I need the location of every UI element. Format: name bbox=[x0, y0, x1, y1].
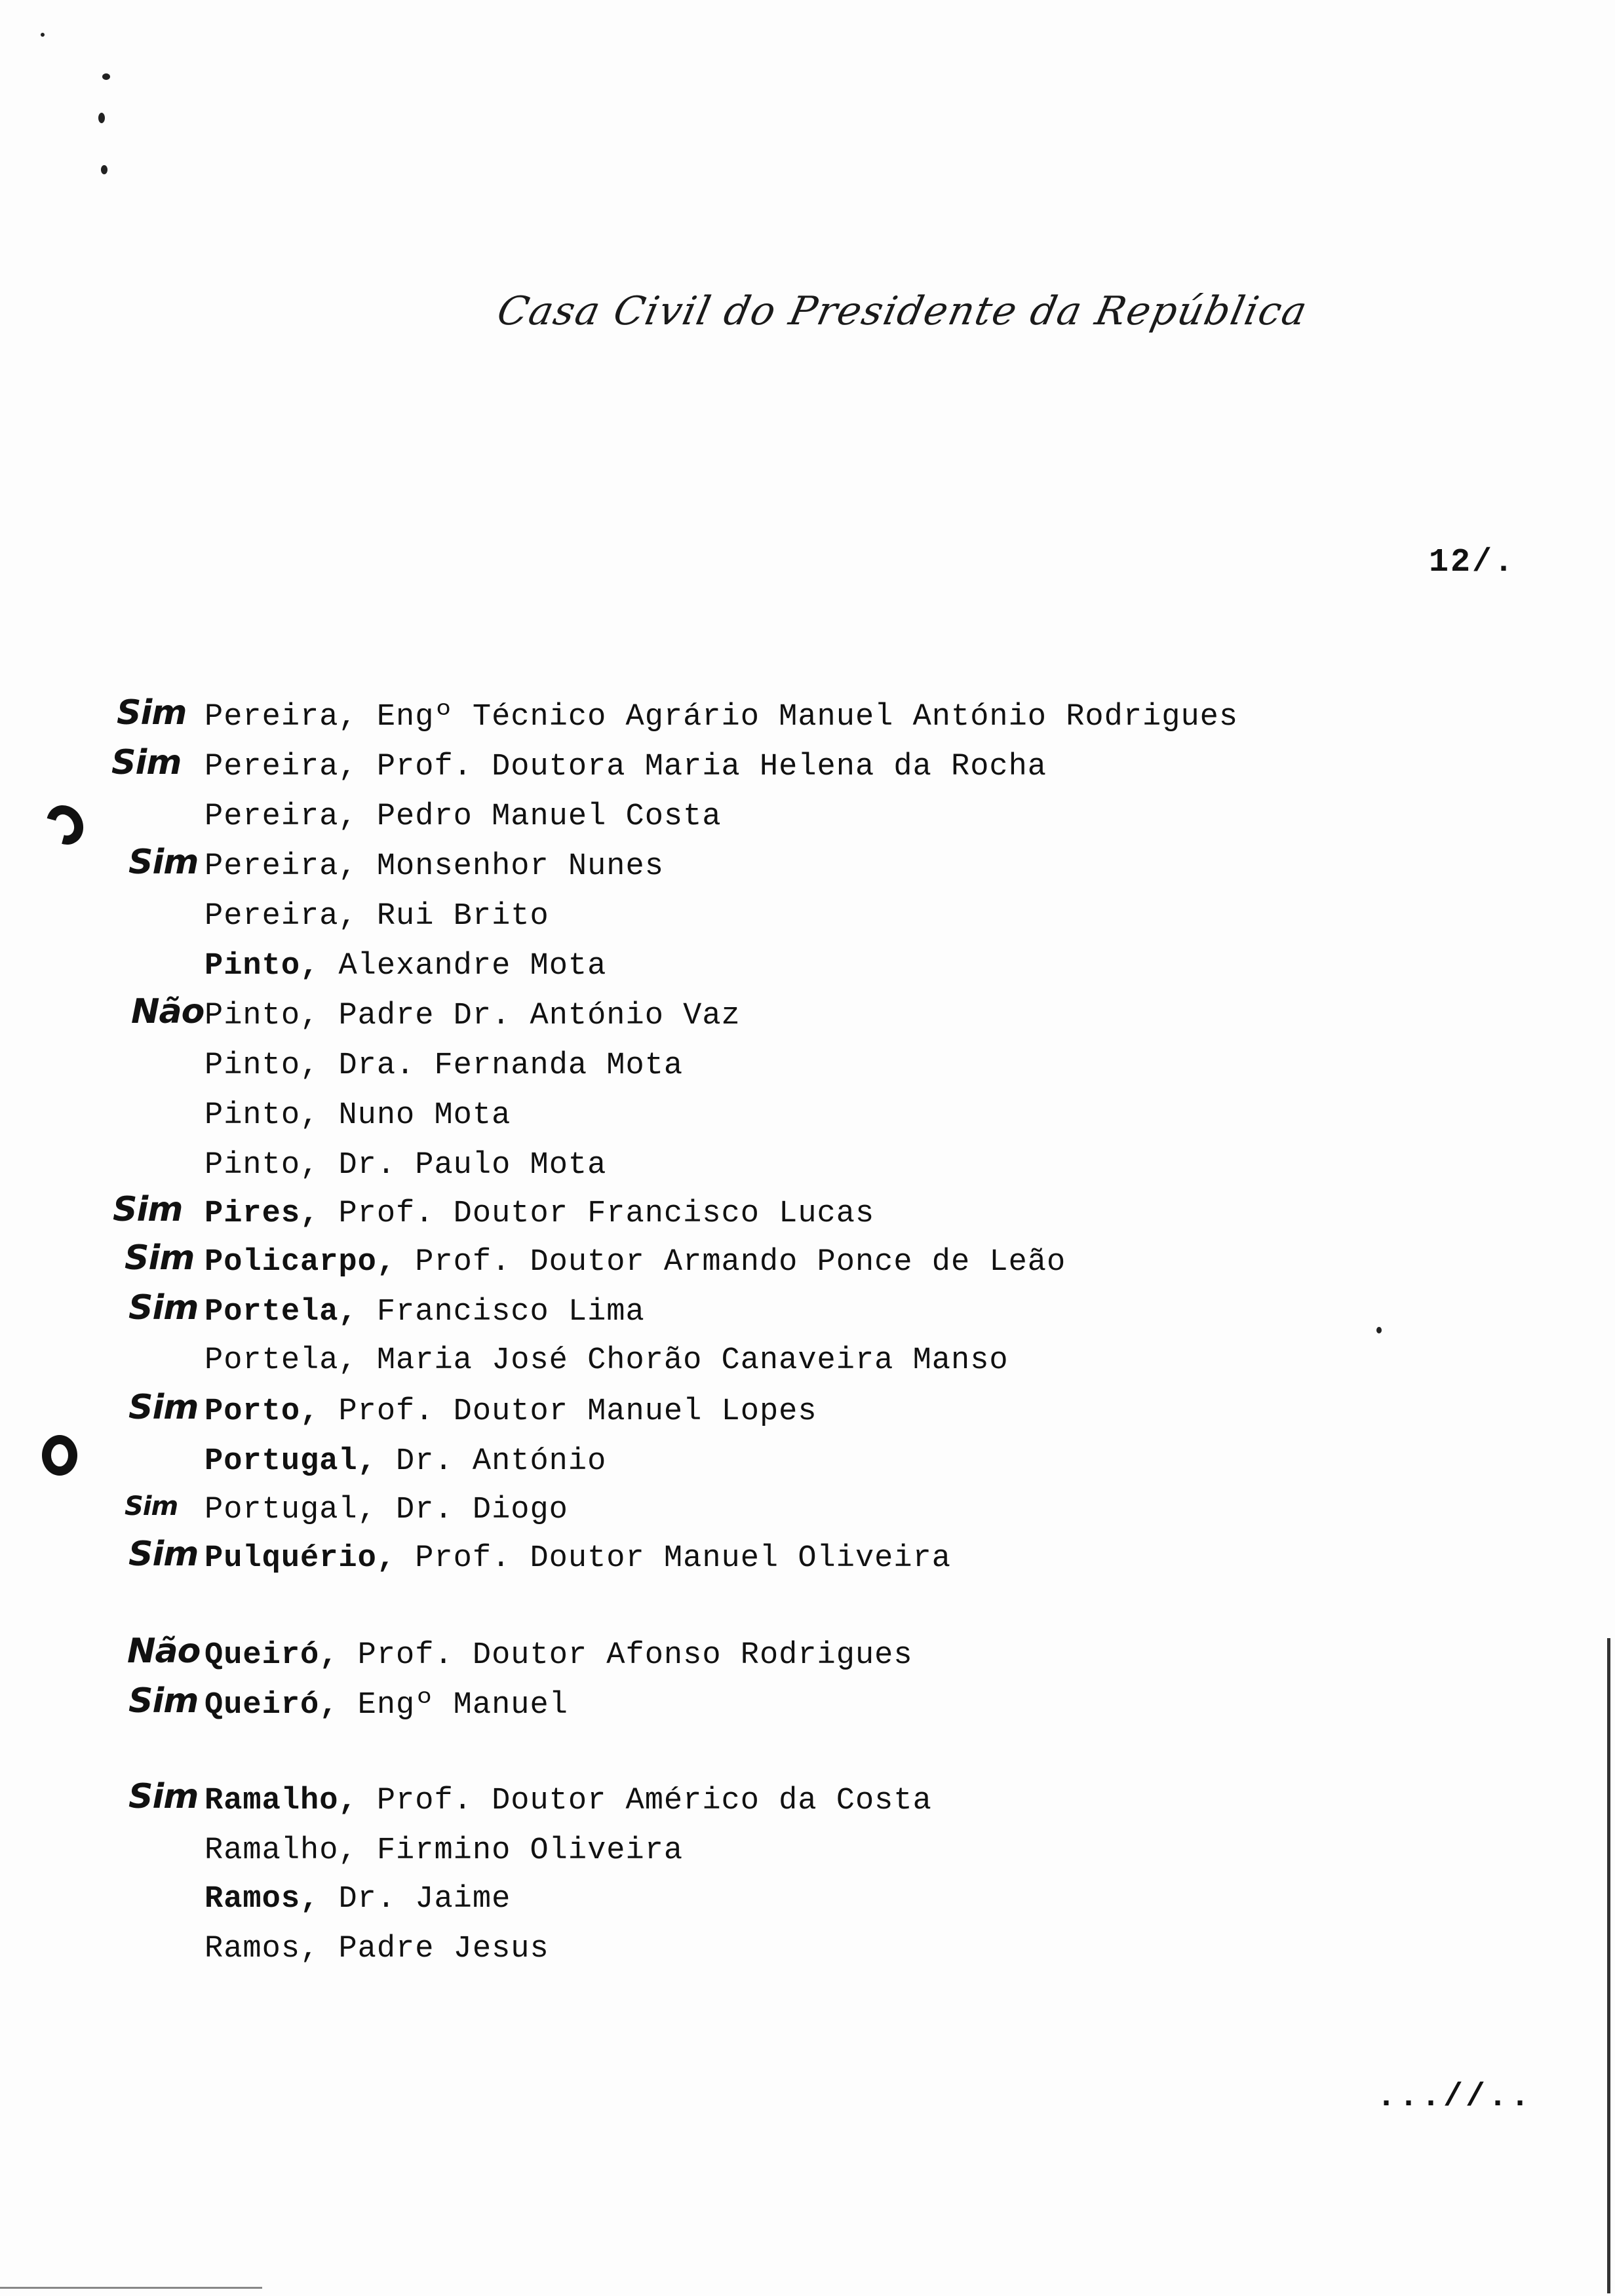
entry-surname: Pulquério, bbox=[204, 1541, 397, 1576]
entry-surname: Portugal, bbox=[204, 1493, 377, 1527]
entry-text bbox=[204, 1343, 1009, 1378]
list-item bbox=[0, 1681, 1442, 1734]
entry-text bbox=[204, 1833, 683, 1868]
handwritten-annotation: Sim bbox=[113, 1190, 183, 1229]
list-item bbox=[0, 799, 1442, 845]
list-item bbox=[0, 1833, 1442, 1879]
handwritten-annotation: Sim bbox=[128, 843, 199, 882]
entry-text bbox=[204, 1638, 913, 1673]
entry-text bbox=[204, 1148, 606, 1183]
entry-text bbox=[204, 949, 606, 984]
list-item bbox=[0, 693, 1442, 746]
entry-details: Dr. Diogo bbox=[376, 1493, 568, 1527]
entry-surname: Policarpo, bbox=[204, 1245, 397, 1280]
entry-surname: Pereira, bbox=[204, 700, 358, 735]
entry-details: Maria José Chorão Canaveira Manso bbox=[357, 1343, 1009, 1378]
handwritten-annotation: Não bbox=[131, 992, 204, 1031]
entry-details: Francisco Lima bbox=[357, 1295, 645, 1330]
handwritten-annotation: Sim bbox=[128, 1388, 199, 1427]
entry-text bbox=[204, 999, 741, 1033]
entry-details: Prof. Doutora Maria Helena da Rocha bbox=[357, 750, 1047, 784]
list-item bbox=[0, 1388, 1442, 1440]
handwritten-annotation: Sim bbox=[128, 1681, 199, 1721]
entry-surname: Pinto, bbox=[204, 999, 320, 1033]
entry-details: Dra. Fernanda Mota bbox=[319, 1048, 684, 1083]
entry-surname: Queiró, bbox=[204, 1638, 339, 1673]
entry-surname: Ramalho, bbox=[204, 1784, 358, 1818]
list-item bbox=[0, 1190, 1442, 1242]
list-item bbox=[0, 1932, 1442, 1978]
entry-details: Prof. Doutor Manuel Lopes bbox=[319, 1394, 817, 1429]
list-item bbox=[0, 992, 1442, 1044]
entry-details: Firmino Oliveira bbox=[357, 1833, 684, 1868]
entry-text bbox=[204, 700, 1238, 735]
list-item bbox=[0, 1535, 1442, 1587]
handwritten-annotation: Sim bbox=[125, 1238, 195, 1278]
entry-details: Dr. Paulo Mota bbox=[319, 1148, 607, 1183]
page-edge-shadow bbox=[1607, 1638, 1610, 2293]
page-number: 12/. bbox=[1429, 544, 1516, 581]
entry-text bbox=[204, 1688, 568, 1723]
list-item bbox=[0, 743, 1442, 795]
entry-text bbox=[204, 1245, 1066, 1280]
entry-details: Padre Dr. António Vaz bbox=[319, 999, 741, 1033]
entry-details: Prof. Doutor Armando Ponce de Leão bbox=[396, 1245, 1066, 1280]
entry-surname: Pereira, bbox=[204, 799, 358, 834]
entry-text bbox=[204, 1444, 606, 1479]
entry-details: Alexandre Mota bbox=[319, 949, 607, 984]
list-item bbox=[0, 1288, 1442, 1341]
entry-surname: Ramos, bbox=[204, 1932, 320, 1966]
handwritten-annotation: Sim bbox=[111, 743, 182, 782]
entry-details: Monsenhor Nunes bbox=[357, 849, 664, 884]
entry-details: Dr. Jaime bbox=[319, 1882, 511, 1917]
entry-text bbox=[204, 750, 1047, 784]
list-item bbox=[0, 1048, 1442, 1094]
entry-text bbox=[204, 1048, 683, 1083]
entry-details: Engº Técnico Agrário Manuel António Rodrigues bbox=[357, 700, 1239, 735]
entry-surname: Pinto, bbox=[204, 1098, 320, 1133]
entry-text bbox=[204, 1784, 932, 1818]
entry-text bbox=[204, 1196, 874, 1231]
entry-details: Rui Brito bbox=[357, 899, 549, 934]
entry-surname: Pinto, bbox=[204, 949, 320, 984]
entry-surname: Portugal, bbox=[204, 1444, 377, 1479]
entry-surname: Portela, bbox=[204, 1295, 358, 1330]
handwritten-annotation: Não bbox=[127, 1632, 201, 1671]
entry-surname: Pinto, bbox=[204, 1148, 320, 1183]
entry-text bbox=[204, 1295, 645, 1330]
entry-details: Nuno Mota bbox=[319, 1098, 511, 1133]
entry-surname: Pereira, bbox=[204, 750, 358, 784]
list-item bbox=[0, 1882, 1442, 1928]
entry-details: Dr. António bbox=[376, 1444, 607, 1479]
list-item bbox=[0, 1632, 1442, 1684]
entry-text bbox=[204, 1882, 511, 1917]
letterhead: Casa Civil do Presidente da República bbox=[493, 288, 1312, 334]
entry-details: Engº Manuel bbox=[338, 1688, 568, 1723]
list-item bbox=[0, 1148, 1442, 1194]
list-item bbox=[0, 1444, 1442, 1490]
handwritten-annotation: Sim bbox=[128, 1535, 199, 1574]
entry-text bbox=[204, 899, 549, 934]
entry-surname: Pinto, bbox=[204, 1048, 320, 1083]
list-item bbox=[0, 1238, 1442, 1291]
entry-text bbox=[204, 1098, 511, 1133]
list-item bbox=[0, 1493, 1442, 1539]
entry-text bbox=[204, 799, 722, 834]
entry-text bbox=[204, 1493, 568, 1527]
entry-text bbox=[204, 1394, 817, 1429]
continuation-marker: ...//.. bbox=[1376, 2078, 1533, 2116]
entry-surname: Ramos, bbox=[204, 1882, 320, 1917]
page-edge-shadow bbox=[0, 2287, 262, 2289]
list-item bbox=[0, 1777, 1442, 1829]
entry-details: Padre Jesus bbox=[319, 1932, 549, 1966]
entry-surname: Pereira, bbox=[204, 849, 358, 884]
entry-details: Prof. Doutor Francisco Lucas bbox=[319, 1196, 875, 1231]
list-item bbox=[0, 899, 1442, 945]
entry-surname: Portela, bbox=[204, 1343, 358, 1378]
list-item bbox=[0, 1343, 1442, 1389]
entry-surname: Ramalho, bbox=[204, 1833, 358, 1868]
entry-text bbox=[204, 1932, 549, 1966]
entry-details: Prof. Doutor Afonso Rodrigues bbox=[338, 1638, 913, 1673]
entry-details: Prof. Doutor Américo da Costa bbox=[357, 1784, 932, 1818]
handwritten-annotation: Sim bbox=[128, 1777, 199, 1816]
entry-surname: Porto, bbox=[204, 1394, 320, 1429]
entry-text bbox=[204, 1541, 951, 1576]
entry-surname: Queiró, bbox=[204, 1688, 339, 1723]
entry-details: Pedro Manuel Costa bbox=[357, 799, 722, 834]
list-item bbox=[0, 949, 1442, 995]
list-item bbox=[0, 1098, 1442, 1144]
list-item bbox=[0, 843, 1442, 895]
entry-text bbox=[204, 849, 664, 884]
entry-details: Prof. Doutor Manuel Oliveira bbox=[396, 1541, 951, 1576]
handwritten-annotation: Sim bbox=[128, 1288, 199, 1328]
handwritten-annotation: Sim bbox=[125, 1491, 178, 1521]
handwritten-annotation: Sim bbox=[117, 693, 187, 733]
entry-surname: Pires, bbox=[204, 1196, 320, 1231]
entry-surname: Pereira, bbox=[204, 899, 358, 934]
